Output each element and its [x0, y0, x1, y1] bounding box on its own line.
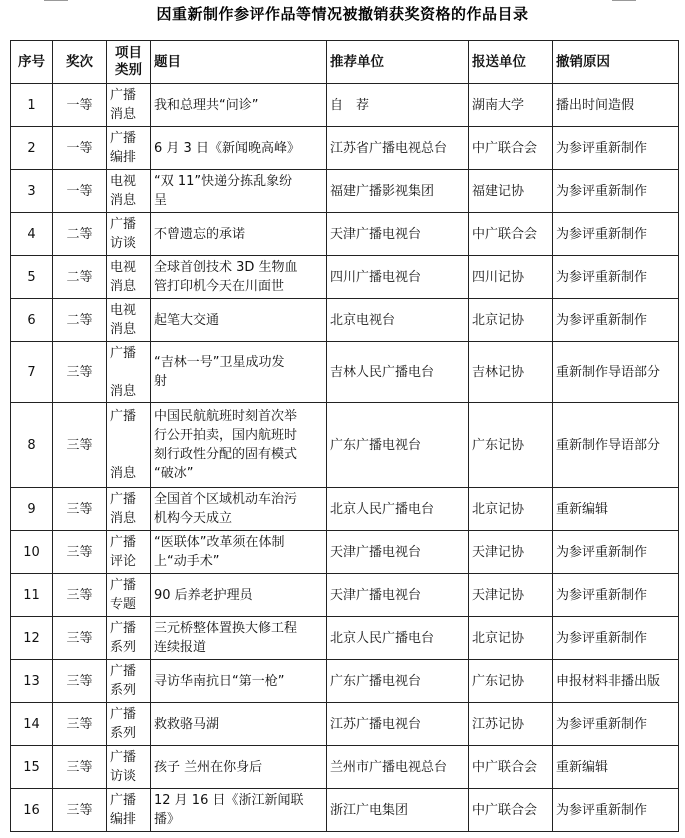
row-recommender: 天津广播电视台: [327, 531, 469, 574]
row-award: 三等: [53, 342, 107, 403]
row-number: 8: [11, 403, 53, 488]
row-submitter: 吉林记协: [469, 342, 553, 403]
row-category: [107, 256, 151, 299]
row-category: [107, 488, 151, 531]
row-award: 一等: [53, 84, 107, 127]
row-category-line1: 广播: [110, 793, 137, 808]
row-recommender: 北京人民广播电台: [327, 617, 469, 660]
row-category-line1: 广播: [110, 409, 137, 424]
row-title-line: 救救骆马湖: [154, 716, 220, 732]
row-category-line1: 广播: [110, 535, 137, 550]
row-title: [151, 256, 327, 299]
row-number: 3: [11, 170, 53, 213]
header-submitter: 报送单位: [469, 41, 553, 84]
row-category: [107, 342, 151, 403]
row-category: [107, 574, 151, 617]
row-title-line: 机构今天成立: [154, 511, 233, 526]
row-title-line: 全球首创技术 3D 生物血: [154, 260, 298, 275]
table-row: [11, 617, 679, 660]
row-category-line2: 系列: [110, 640, 137, 655]
row-recommender: 浙江广电集团: [327, 789, 469, 832]
row-reason: 为参评重新制作: [553, 299, 679, 342]
row-recommender: 广东广播电视台: [327, 660, 469, 703]
row-submitter: 福建记协: [469, 170, 553, 213]
row-title: [151, 574, 327, 617]
row-category-line2: 消息: [110, 279, 137, 294]
row-category-line2: 评论: [110, 554, 137, 569]
row-number: 9: [11, 488, 53, 531]
row-category-line1: 电视: [110, 174, 137, 189]
row-submitter: 中广联合会: [469, 213, 553, 256]
row-title-line: 12 月 16 日《浙江新闻联: [154, 793, 304, 808]
row-category: [107, 531, 151, 574]
row-category-line2: 消息: [110, 322, 137, 337]
row-category: [107, 660, 151, 703]
table-row: [11, 342, 679, 403]
row-award: 二等: [53, 299, 107, 342]
table-row: [11, 84, 679, 127]
row-title-line: “破冰”: [154, 466, 194, 481]
row-title: [151, 789, 327, 832]
row-category-line2: 消息: [110, 466, 137, 481]
row-title: [151, 617, 327, 660]
row-title-line: 不曾遗忘的承诺: [154, 226, 246, 242]
row-recommender: 广东广播电视台: [327, 403, 469, 488]
row-title-line: 孩子 兰州在你身后: [154, 759, 263, 775]
row-submitter: 天津记协: [469, 574, 553, 617]
row-award: 二等: [53, 213, 107, 256]
table-row: [11, 488, 679, 531]
row-award: 三等: [53, 660, 107, 703]
table-row: [11, 703, 679, 746]
table-row: [11, 531, 679, 574]
row-category: [107, 213, 151, 256]
top-rule-right: [612, 0, 636, 1]
row-title: [151, 213, 327, 256]
header-category: [107, 41, 151, 84]
row-title: [151, 403, 327, 488]
row-title: [151, 342, 327, 403]
row-category-gap: [110, 426, 147, 464]
row-category-gap: [110, 363, 147, 382]
row-title: [151, 703, 327, 746]
row-category-line1: 广播: [110, 707, 137, 722]
row-number: 14: [11, 703, 53, 746]
row-category-line2: 消息: [110, 383, 137, 399]
row-reason: 申报材料非播出版: [553, 660, 679, 703]
row-title-line: 全国首个区域机动车治污: [154, 492, 298, 507]
header-no: 序号: [11, 41, 53, 84]
row-recommender: 北京人民广播电台: [327, 488, 469, 531]
document-title: 因重新制作参评作品等情况被撤销获奖资格的作品目录: [156, 5, 529, 23]
table-row: [11, 574, 679, 617]
row-title-line: 中国民航航班时刻首次举: [154, 409, 298, 424]
row-reason: 为参评重新制作: [553, 617, 679, 660]
row-title: [151, 170, 327, 213]
row-category-line2: 专题: [110, 597, 137, 612]
row-title: [151, 746, 327, 789]
header-recommender: 推荐单位: [327, 41, 469, 84]
row-title: [151, 488, 327, 531]
row-category-line1: 广播: [110, 131, 137, 146]
row-title-line: 6 月 3 日《新闻晚高峰》: [154, 140, 300, 156]
row-recommender: 江苏广播电视台: [327, 703, 469, 746]
row-recommender: 北京电视台: [327, 299, 469, 342]
row-award: 二等: [53, 256, 107, 299]
row-submitter: 江苏记协: [469, 703, 553, 746]
row-recommender: 江苏省广播电视总台: [327, 127, 469, 170]
row-category: [107, 403, 151, 488]
row-submitter: 中广联合会: [469, 789, 553, 832]
row-submitter: 北京记协: [469, 617, 553, 660]
row-category-line2: 编排: [110, 150, 137, 165]
table-row: [11, 746, 679, 789]
row-award: 三等: [53, 574, 107, 617]
row-category-line1: 广播: [110, 88, 137, 103]
row-number: 2: [11, 127, 53, 170]
row-category-line1: 电视: [110, 303, 137, 318]
row-award: 三等: [53, 617, 107, 660]
row-award: 三等: [53, 746, 107, 789]
row-category-line2: 访谈: [110, 236, 137, 251]
row-category-line2: 消息: [110, 193, 137, 208]
row-award: 三等: [53, 703, 107, 746]
row-category: [107, 789, 151, 832]
row-recommender: 天津广播电视台: [327, 574, 469, 617]
row-title-line: 播》: [154, 812, 181, 827]
row-category: [107, 299, 151, 342]
header-award: 奖次: [53, 41, 107, 84]
row-category-line1: 广播: [110, 750, 137, 765]
row-title-line: “医联体”改革须在体制: [154, 535, 285, 550]
table-row: [11, 213, 679, 256]
row-category: [107, 127, 151, 170]
row-recommender: 福建广播影视集团: [327, 170, 469, 213]
row-title-line: 我和总理共“问诊”: [154, 97, 259, 113]
row-reason: 重新制作导语部分: [553, 403, 679, 488]
row-category: [107, 84, 151, 127]
row-number: 5: [11, 256, 53, 299]
row-category-line1: 广播: [110, 217, 137, 232]
row-category-line2: 系列: [110, 726, 137, 741]
table-body: [11, 84, 679, 832]
row-title-line: “双 11”快递分拣乱象纷: [154, 174, 293, 189]
table-row: [11, 127, 679, 170]
row-category: [107, 703, 151, 746]
row-number: 11: [11, 574, 53, 617]
table-row: [11, 170, 679, 213]
row-category-line1: 广播: [110, 621, 137, 636]
row-category-line2: 系列: [110, 683, 137, 698]
row-submitter: 北京记协: [469, 299, 553, 342]
row-reason: 为参评重新制作: [553, 789, 679, 832]
row-submitter: 四川记协: [469, 256, 553, 299]
header-reason: 撤销原因: [553, 41, 679, 84]
row-reason: 为参评重新制作: [553, 127, 679, 170]
row-award: 一等: [53, 127, 107, 170]
row-number: 4: [11, 213, 53, 256]
top-rule-left: [44, 0, 68, 1]
row-submitter: 广东记协: [469, 403, 553, 488]
row-category-line1: 广播: [110, 664, 137, 679]
row-recommender: 自 荐: [327, 84, 469, 127]
row-category-line1: 广播: [110, 492, 137, 507]
row-award: 三等: [53, 488, 107, 531]
row-title-line: 管打印机今天在川面世: [154, 279, 285, 294]
row-number: 13: [11, 660, 53, 703]
row-category-line2: 编排: [110, 812, 137, 827]
row-number: 1: [11, 84, 53, 127]
row-category-line2: 消息: [110, 107, 137, 122]
row-title: [151, 84, 327, 127]
header-title: 题目: [151, 41, 327, 84]
table-row: [11, 660, 679, 703]
row-reason: 为参评重新制作: [553, 574, 679, 617]
row-title: [151, 127, 327, 170]
table-header-row: [11, 41, 679, 84]
row-title-line: 起笔大交通: [154, 312, 220, 328]
row-category-line1: 广播: [110, 578, 137, 593]
row-title-line: “吉林一号”卫星成功发: [154, 355, 285, 370]
row-category: [107, 170, 151, 213]
row-title-line: 寻访华南抗日“第一枪”: [154, 673, 285, 689]
row-reason: 为参评重新制作: [553, 703, 679, 746]
row-title-line: 连续报道: [154, 640, 207, 655]
row-submitter: 北京记协: [469, 488, 553, 531]
header-category-line1: 项目: [115, 45, 142, 61]
row-submitter: 湖南大学: [469, 84, 553, 127]
row-title-line: 上“动手术”: [154, 554, 220, 569]
row-reason: 为参评重新制作: [553, 170, 679, 213]
row-title: [151, 531, 327, 574]
row-reason: 播出时间造假: [553, 84, 679, 127]
row-recommender: 天津广播电视台: [327, 213, 469, 256]
row-category-line2: 消息: [110, 511, 137, 526]
row-award: 三等: [53, 403, 107, 488]
row-recommender: 兰州市广播电视总台: [327, 746, 469, 789]
row-award: 一等: [53, 170, 107, 213]
row-category-line1: 广播: [110, 345, 137, 361]
row-number: 10: [11, 531, 53, 574]
row-reason: 重新编辑: [553, 746, 679, 789]
row-title-line: 射: [154, 374, 168, 389]
table-row: [11, 789, 679, 832]
row-title: [151, 299, 327, 342]
row-recommender: 吉林人民广播电台: [327, 342, 469, 403]
row-reason: 为参评重新制作: [553, 256, 679, 299]
row-submitter: 广东记协: [469, 660, 553, 703]
header-category-line2: 类别: [115, 62, 142, 78]
row-number: 16: [11, 789, 53, 832]
row-recommender: 四川广播电视台: [327, 256, 469, 299]
row-number: 7: [11, 342, 53, 403]
row-category: [107, 617, 151, 660]
row-reason: 为参评重新制作: [553, 531, 679, 574]
row-reason: 重新编辑: [553, 488, 679, 531]
row-title-line: 呈: [154, 193, 168, 208]
row-category-line2: 访谈: [110, 769, 137, 784]
row-number: 6: [11, 299, 53, 342]
row-title-line: 行公开拍卖，国内航班时: [154, 428, 298, 443]
row-submitter: 天津记协: [469, 531, 553, 574]
row-award: 三等: [53, 789, 107, 832]
row-category-line1: 电视: [110, 260, 137, 275]
table-row: [11, 403, 679, 488]
row-award: 三等: [53, 531, 107, 574]
row-submitter: 中广联合会: [469, 127, 553, 170]
row-number: 15: [11, 746, 53, 789]
row-reason: 为参评重新制作: [553, 213, 679, 256]
row-submitter: 中广联合会: [469, 746, 553, 789]
row-number: 12: [11, 617, 53, 660]
row-title: [151, 660, 327, 703]
row-reason: 重新制作导语部分: [553, 342, 679, 403]
revoked-works-table: [10, 40, 679, 832]
table-row: [11, 256, 679, 299]
row-title-line: 90 后养老护理员: [154, 587, 253, 603]
table-row: [11, 299, 679, 342]
row-title-line: 三元桥整体置换大修工程: [154, 621, 298, 636]
row-title-line: 刻行政性分配的固有模式: [154, 447, 298, 462]
row-category: [107, 746, 151, 789]
